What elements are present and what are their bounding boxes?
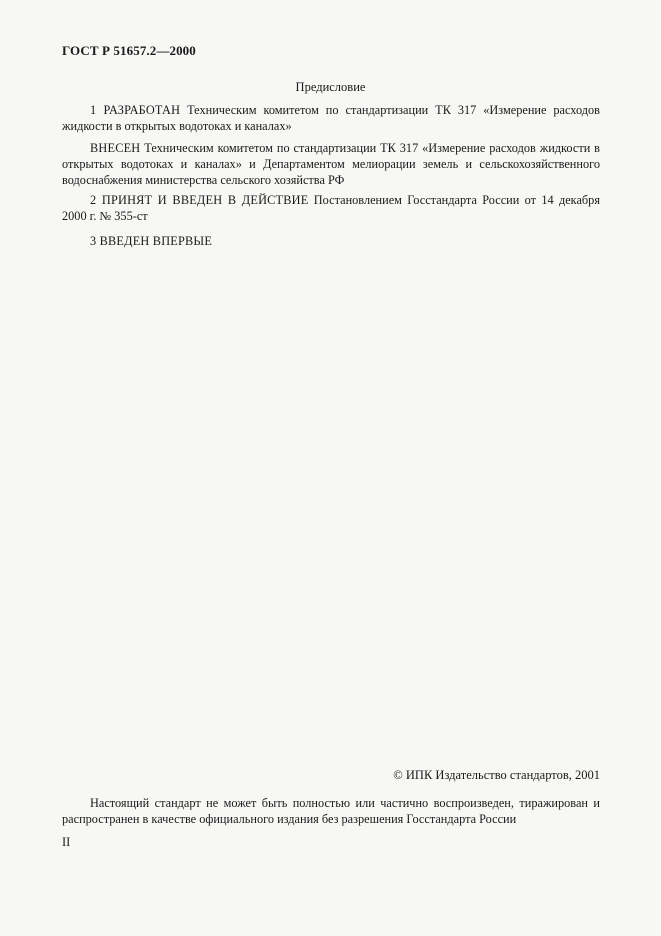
preface-item-adopted (62, 192, 600, 224)
preface-item-text: Техническим комитетом по стандартизации ТК 317 «Измерение расходов жидкости в открытых водотоках и каналах» и Департаментом мелиорации земель и сельскохозяйственного водоснабжения министерства сельского хозяйства РФ (62, 141, 600, 187)
preface-title: Предисловие (295, 80, 366, 94)
preface-item-developed (62, 102, 600, 134)
preface-item-submitted (62, 140, 600, 188)
preface-item-lead: 2 ПРИНЯТ И ВВЕДЕН В ДЕЙСТВИЕ (90, 193, 309, 207)
preface-item-text: Техническим комитетом по стандартизации ТК 317 «Измерение расходов жидкости в открытых водотоках и каналах» (62, 103, 600, 133)
reproduction-notice: Настоящий стандарт не может быть полностью или частично воспроизведен, тиражирован и распространен в качестве официального издания без разрешения Госстандарта России (62, 796, 600, 826)
preface-item-text: Постановлением Госстандарта России от 14 декабря 2000 г. № 355-ст (62, 193, 600, 223)
document-id-header: ГОСТ Р 51657.2—2000 (62, 43, 196, 58)
page-number: II (62, 835, 71, 849)
preface-item-first-introduced (62, 233, 600, 249)
preface-item-lead: 1 РАЗРАБОТАН (90, 103, 181, 117)
preface-item-lead: 3 ВВЕДЕН ВПЕРВЫЕ (90, 234, 213, 248)
preface-item-lead: ВНЕСЕН (90, 141, 141, 155)
copyright-line: © ИПК Издательство стандартов, 2001 (393, 768, 600, 782)
